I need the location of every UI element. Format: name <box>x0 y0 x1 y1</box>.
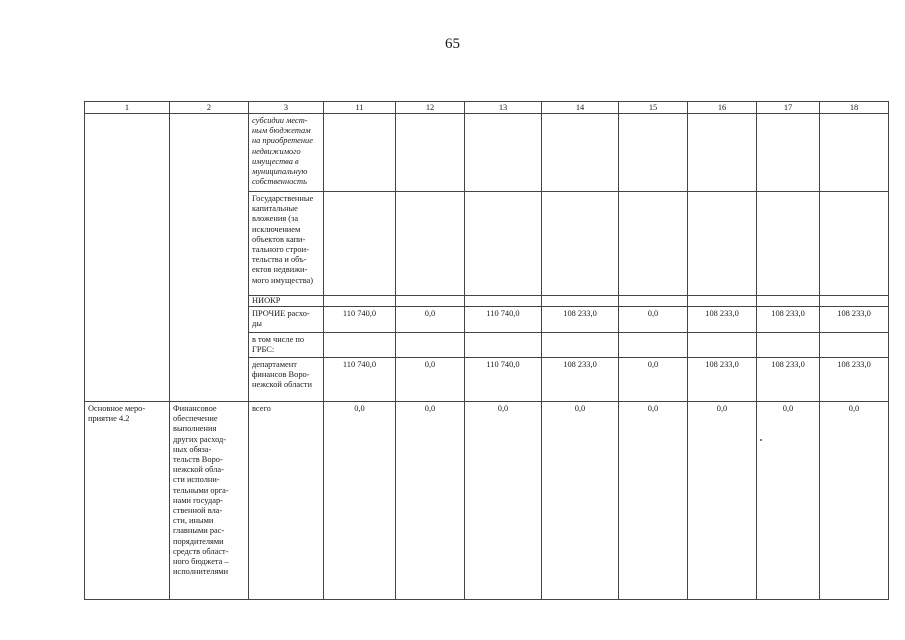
value-cell <box>542 114 619 192</box>
value-cell: 0,0 <box>757 402 820 600</box>
value-cell: 108 233,0 <box>820 358 889 402</box>
value-cell <box>757 192 820 296</box>
value-cell <box>820 192 889 296</box>
header-cell: 18 <box>820 102 889 114</box>
header-cell: 13 <box>465 102 542 114</box>
row-label-cell: ПРОЧИЕ расхо- ды <box>249 307 324 332</box>
table-row <box>85 402 889 600</box>
value-cell <box>465 114 542 192</box>
row-cell-col2 <box>170 114 249 402</box>
value-cell: 108 233,0 <box>688 358 757 402</box>
value-cell: 0,0 <box>396 358 465 402</box>
value-cell: 108 233,0 <box>820 307 889 332</box>
value-cell: 108 233,0 <box>757 307 820 332</box>
value-cell: 108 233,0 <box>542 307 619 332</box>
row-label-cell: НИОКР <box>249 296 324 307</box>
value-cell: 0,0 <box>619 358 688 402</box>
value-cell <box>542 296 619 307</box>
header-cell: 3 <box>249 102 324 114</box>
value-cell <box>757 332 820 357</box>
header-cell: 12 <box>396 102 465 114</box>
value-cell <box>820 332 889 357</box>
row-label-cell: субсидии мест- ным бюджетам на приобретение недвижимого имущества в муниципальную собственность <box>249 114 324 192</box>
value-cell: 108 233,0 <box>757 358 820 402</box>
value-cell <box>619 296 688 307</box>
value-cell <box>820 114 889 192</box>
value-cell <box>619 114 688 192</box>
activity-description-cell: Финансовое обеспечение выполнения других расход- ных обяза- тельств Воро- нежской обла- сти исполни- тельными орга- нами государ- ственной вла- сти, иными главными рас- порядителями средств област- ного бюджета – исполнителями <box>170 402 249 600</box>
value-cell <box>619 192 688 296</box>
value-cell: 0,0 <box>396 402 465 600</box>
budget-table <box>84 101 889 600</box>
table-header-row <box>85 102 889 114</box>
header-cell: 14 <box>542 102 619 114</box>
header-cell: 2 <box>170 102 249 114</box>
value-cell <box>542 192 619 296</box>
value-cell <box>324 332 396 357</box>
value-cell: 0,0 <box>396 307 465 332</box>
value-cell <box>688 192 757 296</box>
value-cell: 110 740,0 <box>465 358 542 402</box>
value-cell: 110 740,0 <box>324 358 396 402</box>
value-cell: 0,0 <box>465 402 542 600</box>
value-cell: 0,0 <box>542 402 619 600</box>
value-cell <box>396 192 465 296</box>
value-cell <box>619 332 688 357</box>
header-cell: 15 <box>619 102 688 114</box>
table-row <box>85 114 889 192</box>
value-cell: 0,0 <box>619 307 688 332</box>
value-cell <box>396 332 465 357</box>
value-cell <box>688 296 757 307</box>
row-cell-col1 <box>85 114 170 402</box>
value-cell: 0,0 <box>619 402 688 600</box>
row-label-cell: департамент финансов Воро- нежской области <box>249 358 324 402</box>
value-cell <box>542 332 619 357</box>
value-cell <box>688 332 757 357</box>
value-cell <box>324 114 396 192</box>
row-label-cell: Государственные капитальные вложения (за исключением объектов капи- тального строи- тельства и объ- ектов недвижи- мого имущества) <box>249 192 324 296</box>
value-cell: 108 233,0 <box>688 307 757 332</box>
value-cell: 110 740,0 <box>465 307 542 332</box>
value-cell <box>465 332 542 357</box>
header-cell: 17 <box>757 102 820 114</box>
value-cell: 0,0 <box>324 402 396 600</box>
value-cell <box>820 296 889 307</box>
value-cell <box>757 114 820 192</box>
header-cell: 1 <box>85 102 170 114</box>
value-cell: 0,0 <box>688 402 757 600</box>
value-cell <box>324 192 396 296</box>
value-cell: 0,0 <box>820 402 889 600</box>
page-number: 65 <box>445 36 460 52</box>
header-cell: 11 <box>324 102 396 114</box>
activity-name-cell: Основное меро- приятие 4.2 <box>85 402 170 600</box>
row-label-cell: в том числе по ГРБС: <box>249 332 324 357</box>
value-cell <box>757 296 820 307</box>
value-cell: 108 233,0 <box>542 358 619 402</box>
value-cell: 110 740,0 <box>324 307 396 332</box>
value-cell <box>465 296 542 307</box>
scan-speck <box>760 439 762 441</box>
value-cell <box>324 296 396 307</box>
value-cell <box>396 296 465 307</box>
value-cell <box>396 114 465 192</box>
value-cell <box>465 192 542 296</box>
header-cell: 16 <box>688 102 757 114</box>
row-label-cell: всего <box>249 402 324 600</box>
value-cell <box>688 114 757 192</box>
